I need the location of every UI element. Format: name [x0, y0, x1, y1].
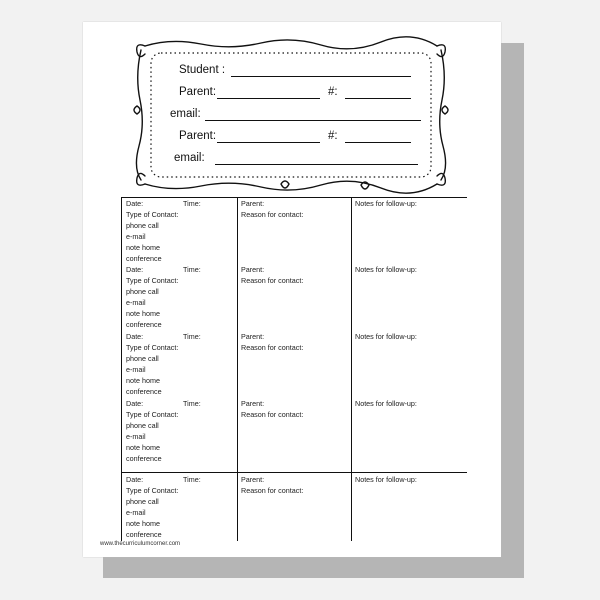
column-divider: [121, 198, 122, 541]
parent-label: Parent:: [241, 199, 265, 208]
student-line[interactable]: [231, 76, 411, 77]
contact-type-option: e-mail: [126, 508, 146, 517]
parent1-line[interactable]: [217, 98, 320, 99]
footer-url: www.thecurriculumcorner.com: [100, 541, 181, 547]
date-label: Date:: [126, 265, 144, 274]
time-label: Time:: [183, 199, 201, 208]
contact-type-option: note home: [126, 243, 160, 252]
contact-type-option: note home: [126, 443, 160, 452]
reason-label: Reason for contact:: [241, 343, 304, 352]
reason-label: Reason for contact:: [241, 486, 304, 495]
time-label: Time:: [183, 332, 201, 341]
contact-type-option: phone call: [126, 287, 159, 296]
parent2-label: Parent:: [179, 130, 217, 142]
email1-line[interactable]: [205, 120, 421, 121]
contact-type-option: conference: [126, 320, 162, 329]
contact-type-option: phone call: [126, 497, 159, 506]
phone2-label: #:: [328, 130, 338, 142]
date-label: Date:: [126, 199, 144, 208]
contact-type-option: phone call: [126, 354, 159, 363]
row-divider: [121, 472, 467, 473]
contact-type-label: Type of Contact:: [126, 486, 179, 495]
contact-type-option: phone call: [126, 221, 159, 230]
column-divider: [351, 198, 352, 541]
notes-label: Notes for follow-up:: [355, 265, 417, 274]
parent-label: Parent:: [241, 332, 265, 341]
reason-label: Reason for contact:: [241, 210, 304, 219]
contact-type-option: conference: [126, 254, 162, 263]
notes-label: Notes for follow-up:: [355, 199, 417, 208]
reason-label: Reason for contact:: [241, 410, 304, 419]
contact-type-option: conference: [126, 454, 162, 463]
contact-type-label: Type of Contact:: [126, 276, 179, 285]
phone2-line[interactable]: [345, 142, 411, 143]
email2-label: email:: [174, 152, 205, 164]
student-label: Student :: [179, 64, 226, 76]
column-divider: [237, 198, 238, 541]
contact-type-label: Type of Contact:: [126, 343, 179, 352]
date-label: Date:: [126, 475, 144, 484]
parent1-label: Parent:: [179, 86, 217, 98]
time-label: Time:: [183, 399, 201, 408]
time-label: Time:: [183, 265, 201, 274]
contact-type-label: Type of Contact:: [126, 410, 179, 419]
contact-type-option: conference: [126, 387, 162, 396]
email1-label: email:: [170, 108, 201, 120]
parent-label: Parent:: [241, 265, 265, 274]
phone1-line[interactable]: [345, 98, 411, 99]
reason-label: Reason for contact:: [241, 276, 304, 285]
contact-type-option: e-mail: [126, 232, 146, 241]
parent-label: Parent:: [241, 399, 265, 408]
contact-log-page: [83, 22, 501, 557]
contact-type-option: conference: [126, 530, 162, 539]
contact-type-option: e-mail: [126, 432, 146, 441]
notes-label: Notes for follow-up:: [355, 332, 417, 341]
contact-type-option: phone call: [126, 421, 159, 430]
contact-log-table: [121, 197, 467, 541]
contact-type-option: e-mail: [126, 365, 146, 374]
notes-label: Notes for follow-up:: [355, 399, 417, 408]
contact-type-option: note home: [126, 376, 160, 385]
contact-type-option: note home: [126, 519, 160, 528]
time-label: Time:: [183, 475, 201, 484]
phone1-label: #:: [328, 86, 338, 98]
date-label: Date:: [126, 332, 144, 341]
contact-type-option: note home: [126, 309, 160, 318]
date-label: Date:: [126, 399, 144, 408]
contact-type-label: Type of Contact:: [126, 210, 179, 219]
notes-label: Notes for follow-up:: [355, 475, 417, 484]
contact-type-option: e-mail: [126, 298, 146, 307]
parent-label: Parent:: [241, 475, 265, 484]
email2-line[interactable]: [215, 164, 418, 165]
parent2-line[interactable]: [217, 142, 320, 143]
